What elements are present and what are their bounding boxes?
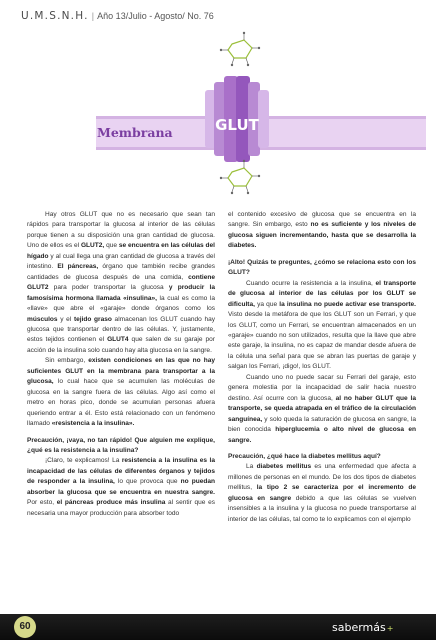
sabermas-logo — [332, 619, 432, 637]
logo-mark: + — [386, 624, 394, 633]
left-paragraph-2: Sin embargo, existen condiciones en las que no hay suficientes GLUT en la membrana para transportar a la glucosa, lo cual hace que se acumulen las moléculas de glucosa en la sangre fuera de las células. Algo así como el metro en horas pico, donde se acumulan personas afuera queriendo entrar a él. Esto está relacionado con un fenómeno llamado «resistencia a la insulina». — [27, 357, 215, 428]
glut-label: GLUT — [215, 116, 259, 134]
right-question-2: Precaución, ¿qué hace la diabetes mellitus aquí? — [228, 452, 381, 460]
left-paragraph-1: Hay otros GLUT que no es necesario que sean tan rápidos para transportar la glucosa al interior de las células porque tienen a su disposición una gran cantidad de glucosa. Uno de ellos es el GLUT2, que se encuentra en las células del hígado y al cual llega una gran cantidad de glucosa a través del intestino. El páncreas, órgano que también recibe grandes cantidades de glucosa después de una comida, contiene GLUT2 para poder transportar la glucosa y producir la famosísima hormona llamada «insulina», la cual es como la «llave» que abre el «garaje» donde órganos como los músculos y el tejido graso almacenan los GLUT cuando hay glucosa que transportar dentro de las células. Y, justamente, estos tejidos contienen el GLUT4 que salen de su garaje por acción de la insulina solo cuando hay alta glucosa en la sangre. — [27, 211, 215, 354]
page-number: 60 — [14, 616, 36, 638]
glucose-molecule-bottom — [220, 160, 260, 194]
left-paragraph-3: ¡Claro, te explicamos! La resistencia a la insulina es la incapacidad de las células de diferentes órganos y tejidos de responder a la insulina, lo que provoca que no puedan absorber la glucosa que se encuentra en nuestra sangre. Por esto, el páncreas produce más insulina al sentir que es necesaria una mayor producción para absorber todo — [27, 457, 215, 517]
helix-6 — [258, 90, 269, 148]
running-header — [21, 8, 421, 24]
right-paragraph-3: Cuando uno no puede sacar su Ferrari del garaje, esto genera molestia por la incapacidad de salir hacia nuestro destino. Así ocurre con la glucosa, al no haber GLUT que la transporte, se queda atrapada en el tráfico de la circulación sanguínea, y solo queda la saturación de glucosa en sangre, la bien conocida hiperglucemia o alto nivel de glucosa en sangre. — [228, 373, 416, 444]
right-paragraph-2: Cuando ocurre la resistencia a la insulina, el transporte de glucosa al interior de las células por los GLUT se dificulta, ya que la insulina no puede activar ese transporte. Visto desde la metáfora de que los GLUT son un Ferrari, y que los GLUT, como un Ferrari, se encuentran almacenados en un «garaje» cuando no son utilizados, resulta que la llave que abre este garaje, la insulina, no es capaz de mandar desde afuera de la célula una señal para que se abran las puertas de garaje y salgan los Ferrari, ¡digo!, los GLUT. — [228, 279, 417, 371]
journal-brand: U.M.S.N.H. — [21, 10, 89, 22]
glucose-molecule-top — [220, 32, 260, 66]
issue-info: Año 13/Julio - Agosto/ No. 76 — [97, 11, 214, 21]
glut-protein — [205, 76, 269, 162]
left-column — [27, 210, 215, 519]
glut-membrane-illustration — [0, 30, 436, 210]
right-paragraph-4: La diabetes mellitus es una enfermedad que afecta a millones de personas en el mundo. De los dos tipos de diabetes mellitus, la tipo 2 se caracteriza por el incremento de glucosa en sangre debido a que las células se vuelven insensibles a la insulina y la glucosa no puede transportarse al interior de las células, tal como te lo explicamos con el ejemplo — [228, 463, 417, 523]
right-column — [228, 210, 416, 525]
left-question-1: Precaución, ¡vaya, no tan rápido! Que alguien me explique, ¿qué es la resistencia a la insulina? — [27, 436, 215, 454]
membrane-label: Membrana — [97, 125, 173, 140]
header-separator: | — [91, 11, 95, 22]
page-footer — [0, 606, 436, 640]
right-question-1: ¡Alto! Quizás te preguntes, ¿cómo se relaciona esto con los GLUT? — [228, 258, 416, 277]
logo-text: sabermás — [332, 621, 386, 634]
glut-illustration-svg — [0, 30, 436, 210]
right-paragraph-1: el contenido excesivo de glucosa que se encuentra en la sangre. Sin embargo, esto no es suficiente y los niveles de glucosa siguen incrementando, hasta que se desarrolla la diabetes. — [228, 211, 416, 250]
